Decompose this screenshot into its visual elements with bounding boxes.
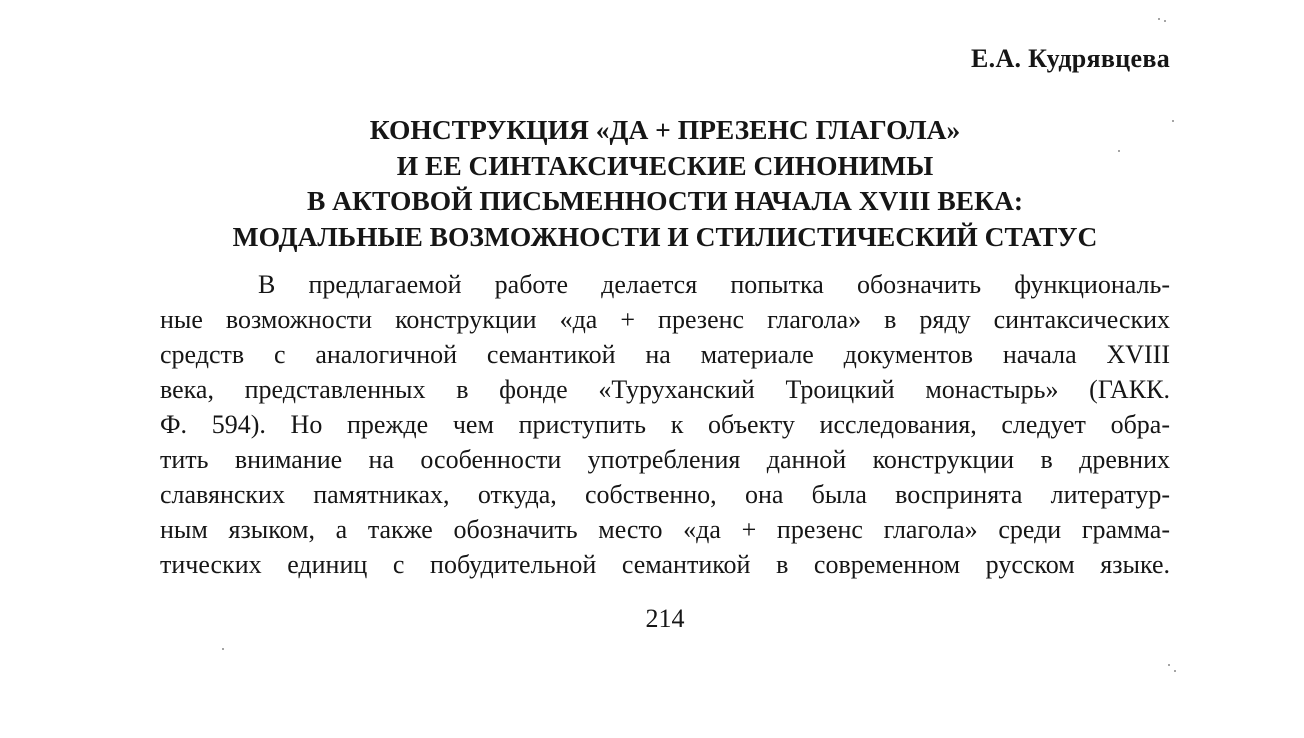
page-number: 214	[645, 604, 685, 633]
scan-speck	[1164, 20, 1166, 22]
paragraph-line: В предлагаемой работе делается попытка обозначить функциональ-	[258, 270, 1170, 299]
paragraph-line: ным языком, а также обозначить место «да + презенс глагола» среди грамма-	[160, 515, 1170, 544]
scan-speck	[222, 648, 224, 650]
paragraph-line: века, представленных в фонде «Туруханский Троицкий монастырь» (ГАКК.	[160, 375, 1170, 404]
paragraph-line: тить внимание на особенности употребления данной конструкции в древних	[160, 445, 1170, 474]
paragraph-line: славянских памятниках, откуда, собственно, она была воспринята литератур-	[160, 480, 1170, 509]
title-line: МОДАЛЬНЫЕ ВОЗМОЖНОСТИ И СТИЛИСТИЧЕСКИЙ СТАТУС	[232, 220, 1098, 252]
scan-speck	[1172, 120, 1174, 122]
author-name: Е.А. Кудрявцева	[971, 44, 1170, 73]
title-line: И ЕЕ СИНТАКСИЧЕСКИЕ СИНОНИМЫ	[396, 149, 934, 181]
scan-speck	[1118, 150, 1120, 152]
title-line: КОНСТРУКЦИЯ «ДА + ПРЕЗЕНС ГЛАГОЛА»	[369, 114, 961, 145]
scan-speck	[1174, 670, 1176, 672]
article-title	[160, 112, 1170, 254]
scan-speck	[1168, 664, 1170, 666]
paragraph-line: Ф. 594). Но прежде чем приступить к объекту исследования, следует обра-	[160, 410, 1170, 439]
scan-speck	[1158, 18, 1160, 20]
paragraph-line: средств с аналогичной семантикой на материале документов начала XVIII	[160, 340, 1170, 369]
paragraph-line: тических единиц с побудительной семантикой в современном русском языке.	[160, 550, 1170, 579]
title-line: В АКТОВОЙ ПИСЬМЕННОСТИ НАЧАЛА XVIII ВЕКА:	[306, 185, 1024, 216]
paragraph-line: ные возможности конструкции «да + презенс глагола» в ряду синтаксических	[160, 305, 1170, 334]
